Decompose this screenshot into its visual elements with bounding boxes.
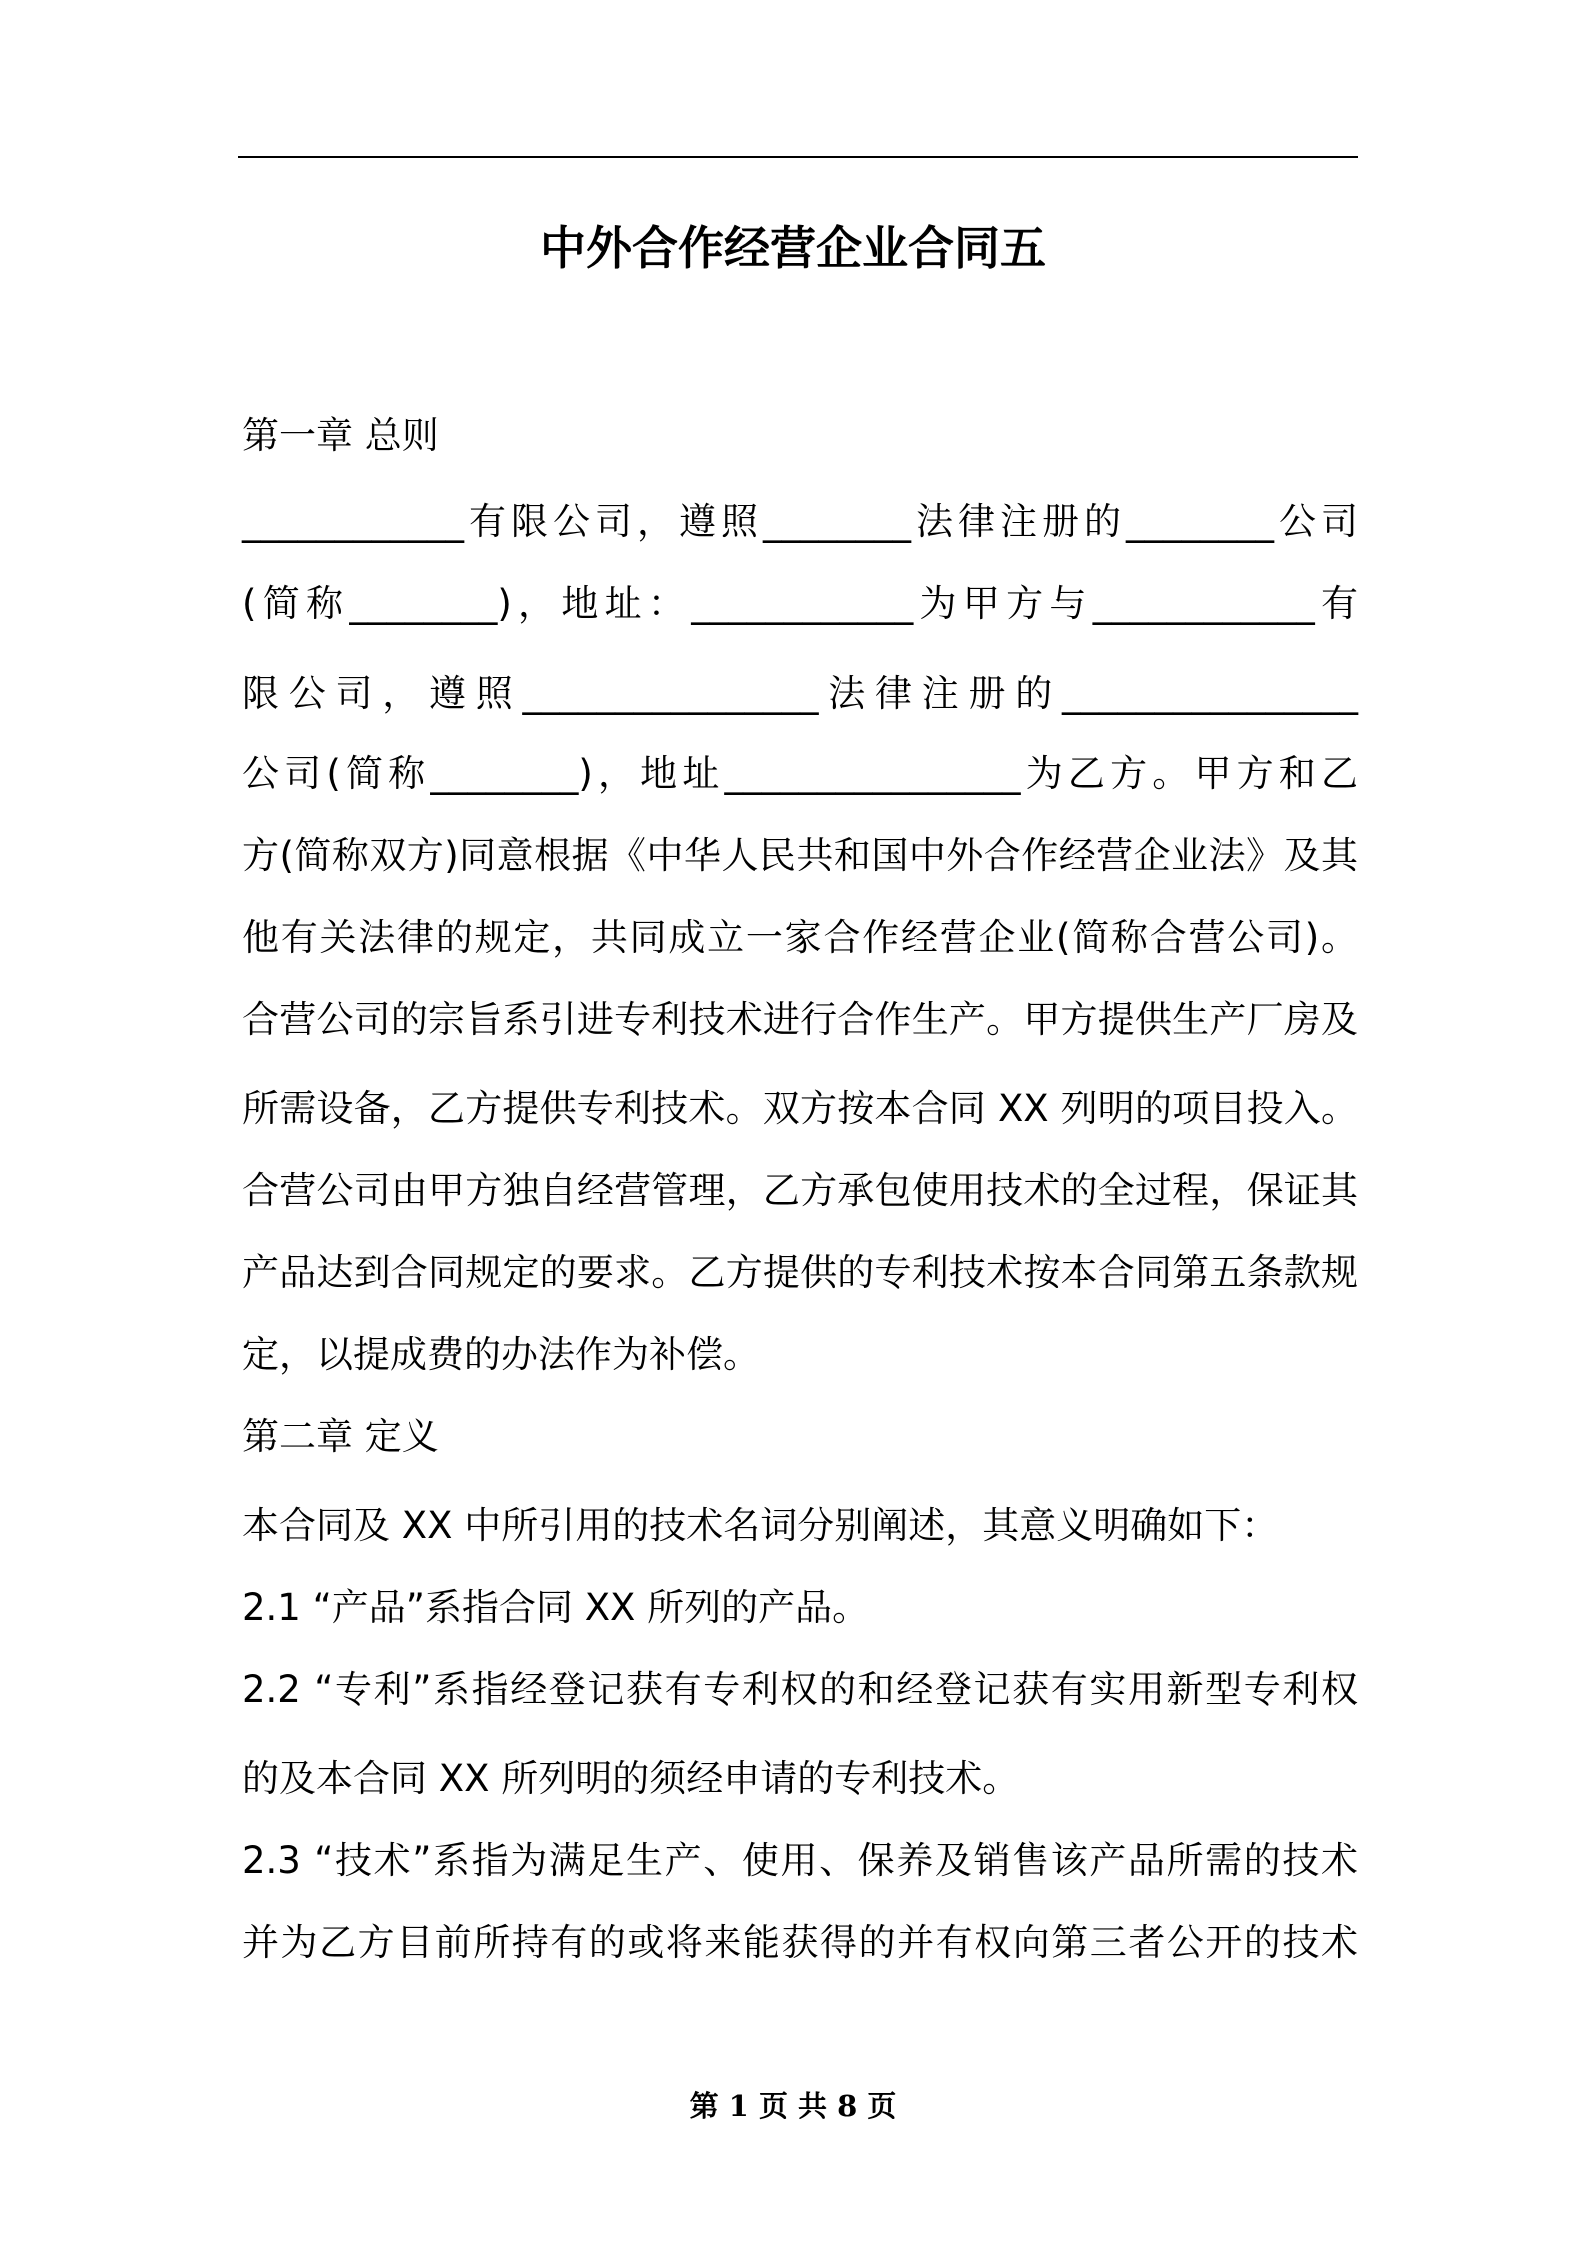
paragraph-line: (简称________)，地址：____________为甲方与____________有 [242,582,1358,625]
paragraph-line: ____________有限公司，遵照________法律注册的________公司 [242,500,1358,543]
header-rule [238,156,1358,158]
paragraph-line: 所需设备，乙方提供专利技术。双方按本合同 XX 列明的项目投入。 [242,1087,1358,1130]
clause-2-2: 2.2 “专利”系指经登记获有专利权的和经登记获有实用新型专利权 [242,1668,1358,1711]
paragraph-line: 限公司，遵照________________法律注册的________________ [242,672,1358,715]
paragraph-line: 定，以提成费的办法作为补偿。 [242,1333,760,1376]
paragraph-line: 他有关法律的规定，共同成立一家合作经营企业(简称合营公司)。 [242,916,1358,959]
clause-2-3: 2.3 “技术”系指为满足生产、使用、保养及销售该产品所需的技术 [242,1839,1358,1882]
chapter-heading-2: 第二章 定义 [242,1415,439,1458]
chapter-heading-1: 第一章 总则 [242,414,439,457]
paragraph-line: 合营公司的宗旨系引进专利技术进行合作生产。甲方提供生产厂房及 [242,998,1358,1041]
clause-2-1: 2.1 “产品”系指合同 XX 所列的产品。 [242,1586,870,1629]
paragraph-line: 本合同及 XX 中所引用的技术名词分别阐述，其意义明确如下： [242,1504,1279,1547]
paragraph-line: 合营公司由甲方独自经营管理，乙方承包使用技术的全过程，保证其 [242,1169,1358,1212]
paragraph-line: 公司(简称________)，地址________________为乙方。甲方和乙 [242,752,1358,795]
paragraph-line: 产品达到合同规定的要求。乙方提供的专利技术按本合同第五条款规 [242,1251,1358,1294]
paragraph-line: 方(简称双方)同意根据《中华人民共和国中外合作经营企业法》及其 [242,834,1358,877]
paragraph-line: 并为乙方目前所持有的或将来能获得的并有权向第三者公开的技术 [242,1921,1358,1964]
paragraph-line: 的及本合同 XX 所列明的须经申请的专利技术。 [242,1757,1020,1800]
document-title: 中外合作经营企业合同五 [540,221,1046,275]
page-number-footer: 第 1 页 共 8 页 [689,2089,897,2123]
